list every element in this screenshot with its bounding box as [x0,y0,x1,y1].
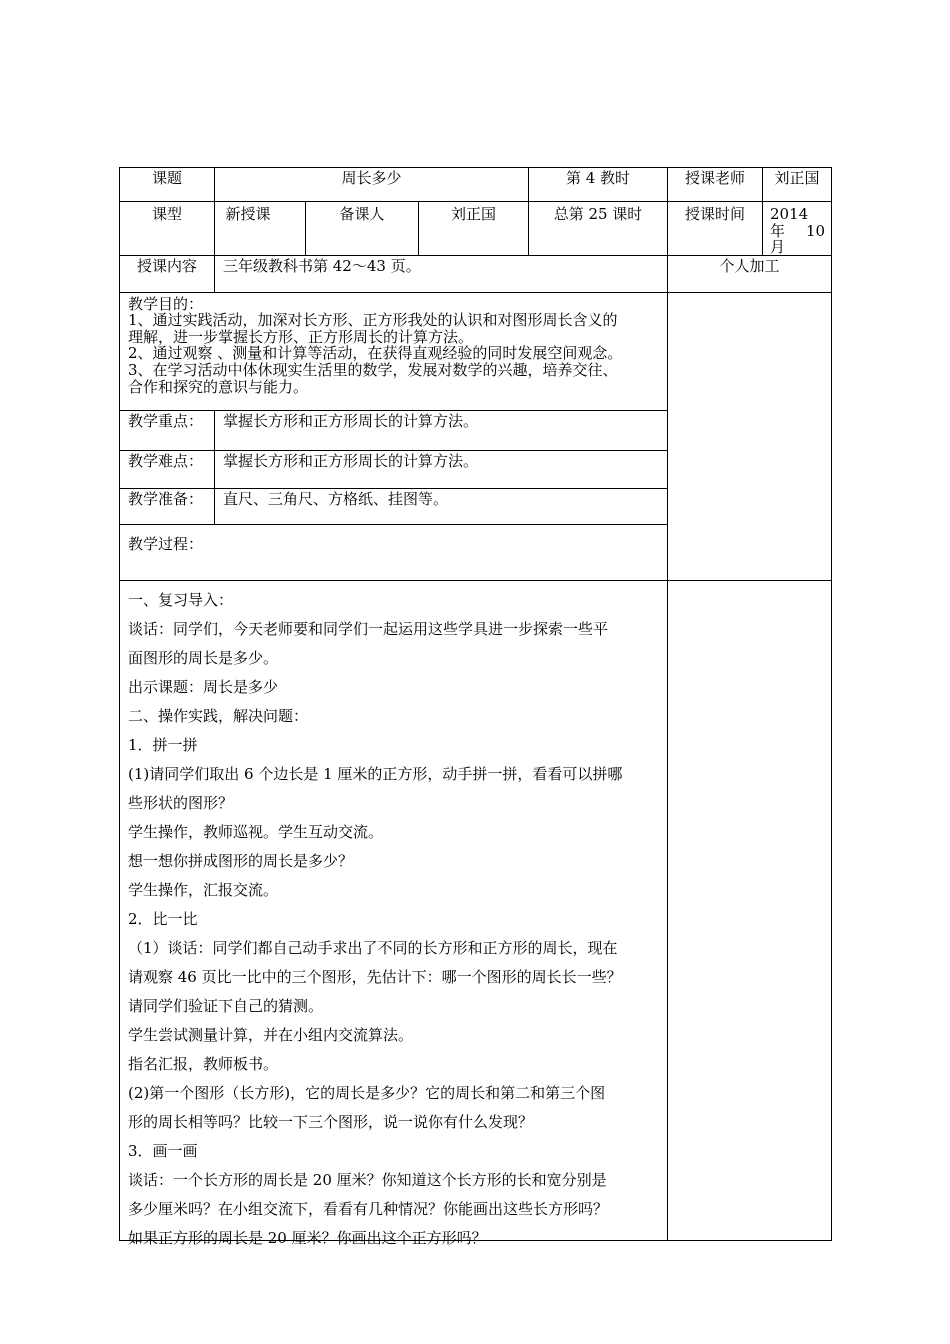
topic-label: 课题 [151,169,182,187]
objectives-line: 3、在学习活动中体休现实生活里的数学，发展对数学的兴趣，培养交往、 [128,361,618,379]
content-value: 三年级教科书第 42～43 页。 [223,257,421,275]
body-line: 指名汇报，教师板书。 [128,1055,279,1073]
body-line: 学生操作，教师巡视。学生互动交流。 [128,823,384,841]
body-line: （1）谈话：同学们都自己动手求出了不同的长方形和正方形的周长，现在 [128,939,618,957]
preparer-label: 备课人 [339,205,385,223]
body-line: 谈话：一个长方形的周长是 20 厘米？你知道这个长方形的长和宽分别是 [128,1171,607,1189]
difficulty-label: 教学难点： [128,452,204,470]
body-line: 学生操作，汇报交流。 [128,881,279,899]
body-line: 学生尝试测量计算，并在小组内交流算法。 [128,1026,414,1044]
table-rule [119,488,667,489]
body-line: 2．比一比 [128,910,198,928]
body-line: (2)第一个图形（长方形)，它的周长是多少？它的周长和第二和第三个图 [128,1084,606,1102]
teaching-time-month: 10 [806,222,826,240]
body-line: 1．拼一拼 [128,736,198,754]
preparer-value: 刘正国 [450,205,496,223]
focus-value: 掌握长方形和正方形周长的计算方法。 [223,412,479,430]
preparation-value: 直尺、三角尺、方格纸、挂图等。 [223,490,449,508]
teacher-label: 授课老师 [684,169,745,187]
table-rule [119,292,832,293]
topic-value: 周长多少 [341,169,402,187]
teaching-time-label: 授课时间 [684,205,745,223]
table-rule [214,410,215,524]
focus-label: 教学重点： [128,412,204,430]
body-line: 想一想你拼成图形的周长是多少？ [128,852,354,870]
body-line: 二、操作实践，解决问题： [128,707,309,725]
table-rule [119,450,667,451]
lesson-type-value: 新授课 [225,205,271,223]
table-border-right [831,167,832,1241]
difficulty-value: 掌握长方形和正方形周长的计算方法。 [223,452,479,470]
process-label: 教学过程： [128,535,204,553]
total-period: 总第 25 课时 [553,205,643,223]
objectives-line: 理解，进一步掌握长方形、正方形周长的计算方法。 [128,328,474,346]
table-rule [119,410,667,411]
table-rule [667,167,668,1241]
period-number: 第 4 教时 [565,169,631,187]
lesson-type-label: 课型 [151,205,182,223]
table-rule [119,524,667,525]
content-label: 授课内容 [136,257,197,275]
body-line: 出示课题：周长是多少 [128,678,279,696]
body-line: 请同学们验证下自己的猜测。 [128,997,324,1015]
table-border-top [119,167,832,168]
body-line: (1)请同学们取出 6 个边长是 1 厘米的正方形，动手拼一拼，看看可以拼哪 [128,765,623,783]
table-rule [119,580,832,581]
teaching-time-year: 2014 [770,205,809,223]
objectives-line: 1、通过实践活动，加深对长方形、正方形我处的认识和对图形周长含义的 [128,311,618,329]
body-line: 一、复习导入： [128,591,234,609]
table-rule [119,255,832,256]
objectives-line: 合作和探究的意识与能力。 [128,378,309,396]
body-line: 面图形的周长是多少。 [128,649,279,667]
body-line: 3．画一画 [128,1142,198,1160]
body-line: 些形状的图形？ [128,794,234,812]
body-line: 多少厘米吗？在小组交流下，看看有几种情况？你能画出这些长方形吗？ [128,1200,609,1218]
preparation-label: 教学准备： [128,490,204,508]
table-border-left [119,167,120,1241]
body-line: 请观察 46 页比一比中的三个图形，先估计下：哪一个图形的周长长一些？ [128,968,622,986]
body-line: 谈话：同学们，今天老师要和同学们一起运用这些学具进一步探索一些平 [128,620,609,638]
teacher-value: 刘正国 [774,169,820,187]
objectives-title: 教学目的： [128,295,204,313]
teaching-time-month-unit: 月 [770,238,786,256]
table-rule [119,201,832,202]
personal-notes-label: 个人加工 [719,257,780,275]
objectives-line: 2、通过观察 、测量和计算等活动，在获得直观经验的同时发展空间观念。 [128,344,623,362]
body-line: 形的周长相等吗？比较一下三个图形，说一说你有什么发现？ [128,1113,534,1131]
teaching-time-year-unit: 年 [770,222,786,240]
body-line: 如果正方形的周长是 20 厘米？你画出这个正方形吗？ [128,1229,487,1247]
process-body [128,586,663,1253]
